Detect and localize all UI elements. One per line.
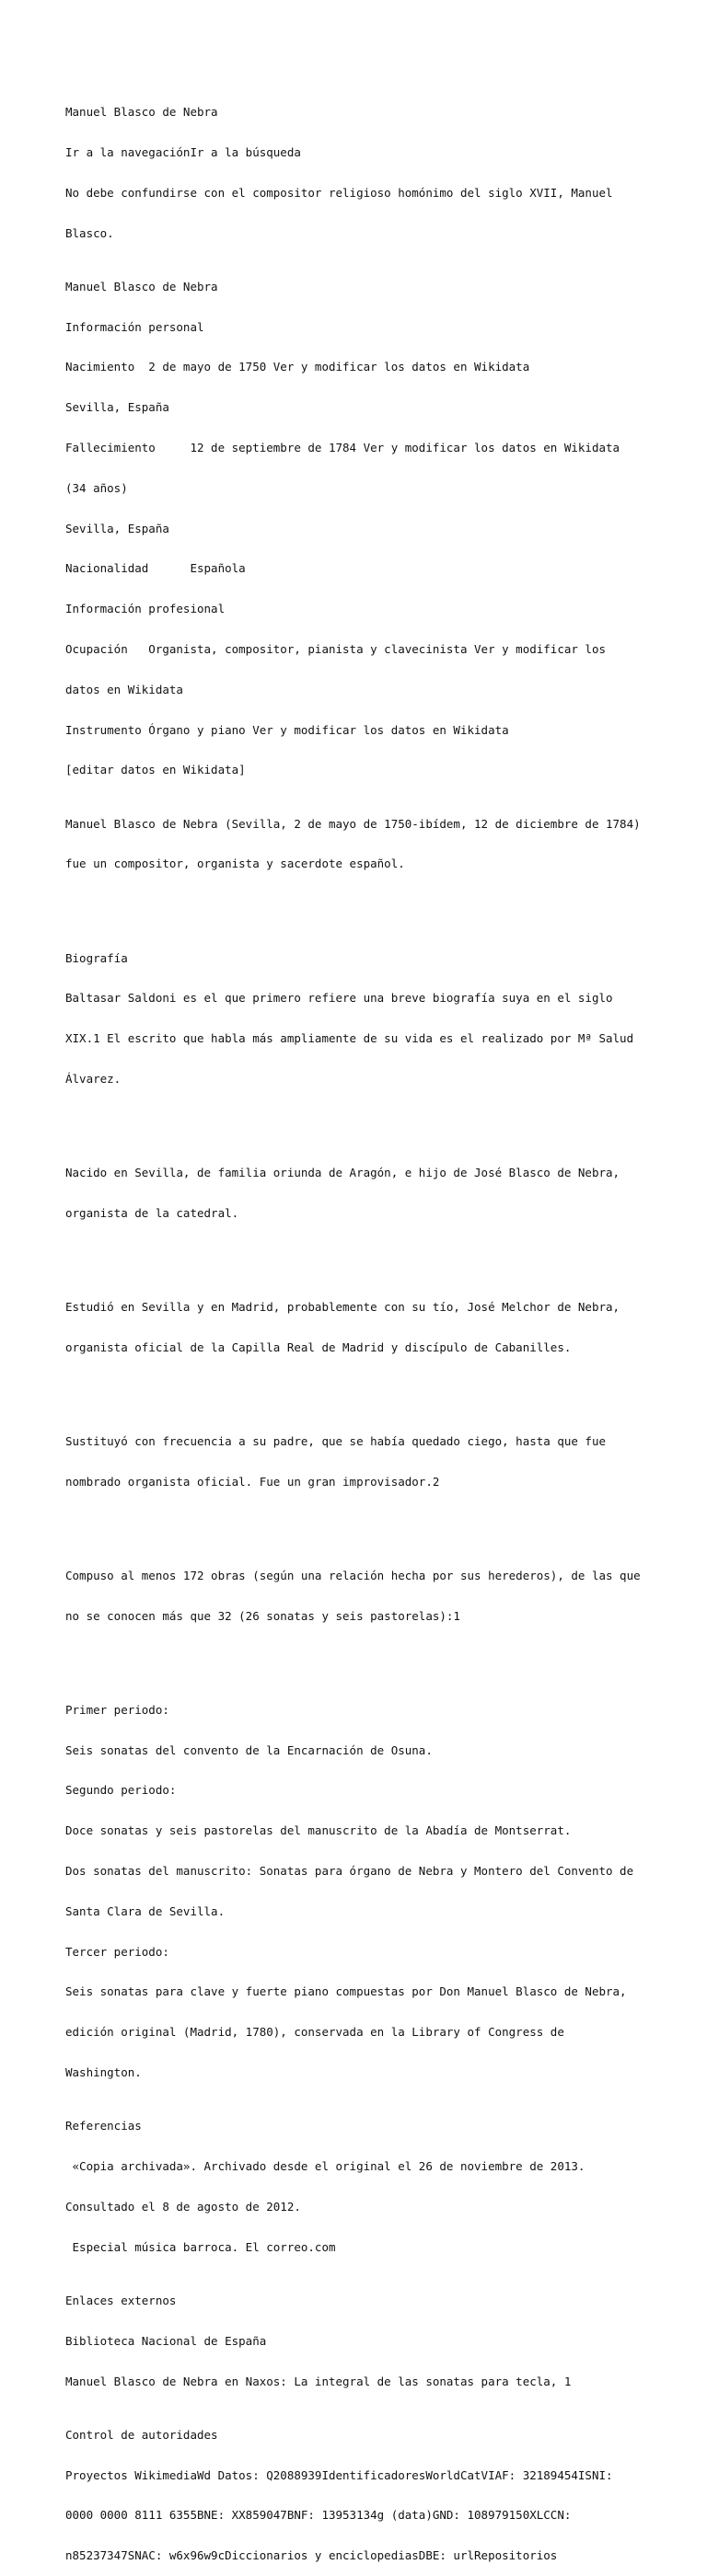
intro-line: Manuel Blasco de Nebra (Sevilla, 2 de mayo de 1750-ibídem, 12 de diciembre de 1784) (65, 816, 641, 831)
biography-line: Nacido en Sevilla, de familia oriunda de Aragón, e hijo de José Blasco de Nebra, (65, 1166, 620, 1180)
works-item: Seis sonatas para clave y fuerte piano compuestas por Don Manuel Blasco de Nebra, (65, 1984, 627, 1999)
reference-item[interactable]: Especial música barroca. El correo.com (65, 2239, 336, 2254)
intro-line: fue un compositor, organista y sacerdote español. (65, 857, 405, 871)
infobox-nationality: Nacionalidad Española (65, 561, 246, 576)
disambiguation-note-line: Blasco. (65, 225, 114, 240)
external-link[interactable]: Biblioteca Nacional de España (65, 2333, 267, 2348)
article-title: Manuel Blasco de Nebra (65, 105, 218, 120)
spacer (65, 898, 655, 912)
biography-line: nombrado organista oficial. Fue un gran improvisador.2 (65, 1474, 440, 1489)
biography-line: Álvarez. (65, 1071, 122, 1086)
authority-control-line[interactable]: 0000 0000 8111 6355BNE: XX859047BNF: 13953134g (data)GND: 108979150XLCCN: (65, 2508, 572, 2523)
edit-wikidata-link[interactable]: [editar datos en Wikidata] (65, 763, 246, 777)
biography-heading: Biografía (65, 950, 128, 965)
infobox-name: Manuel Blasco de Nebra (65, 279, 218, 293)
authority-control-heading: Control de autoridades (65, 2427, 218, 2442)
works-item: Washington. (65, 2064, 142, 2079)
spacer (65, 1248, 655, 1261)
infobox-occupation-cont: datos en Wikidata (65, 682, 183, 696)
infobox-birth: Nacimiento 2 de mayo de 1750 Ver y modificar los datos en Wikidata (65, 360, 530, 374)
works-item: edición original (Madrid, 1780), conservada en la Library of Congress de (65, 2025, 564, 2040)
spacer (65, 1650, 655, 1663)
biography-line: XIX.1 El escrito que habla más ampliamente de su vida es el realizado por Mª Salud (65, 1031, 634, 1046)
works-period-heading: Tercer periodo: (65, 1944, 169, 1959)
biography-line: Baltasar Saldoni es el que primero refiere una breve biografía suya en el siglo (65, 991, 613, 1006)
infobox-birth-place: Sevilla, España (65, 400, 169, 415)
infobox-personal-heading: Información personal (65, 319, 204, 334)
references-heading: Referencias (65, 2119, 142, 2133)
biography-line: Compuso al menos 172 obras (según una relación hecha por sus herederos), de las que (65, 1568, 641, 1582)
external-links-heading: Enlaces externos (65, 2293, 177, 2307)
infobox-professional-heading: Información profesional (65, 602, 226, 616)
works-item: Seis sonatas del convento de la Encarnación de Osuna. (65, 1742, 433, 1757)
infobox-death-place: Sevilla, España (65, 521, 169, 535)
biography-line: no se conocen más que 32 (26 sonatas y seis pastorelas):1 (65, 1608, 460, 1623)
biography-line: organista oficial de la Capilla Real de Madrid y discípulo de Cabanilles. (65, 1340, 572, 1354)
infobox-death: Fallecimiento 12 de septiembre de 1784 Ver y modificar los datos en Wikidata (65, 441, 620, 455)
authority-control-line[interactable]: n85237347SNAC: w6x96w9cDiccionarios y enciclopediasDBE: urlRepositorios (65, 2548, 558, 2563)
infobox-instrument: Instrumento Órgano y piano Ver y modificar los datos en Wikidata (65, 722, 509, 737)
authority-control-line[interactable]: Proyectos WikimediaWd Datos: Q2088939IdentificadoresWorldCatVIAF: 32189454ISNI: (65, 2467, 613, 2482)
article-text (65, 79, 655, 2576)
biography-line: Estudió en Sevilla y en Madrid, probablemente con su tío, José Melchor de Nebra, (65, 1300, 620, 1315)
external-link[interactable]: Manuel Blasco de Nebra en Naxos: La integral de las sonatas para tecla, 1 (65, 2374, 572, 2388)
nav-links[interactable]: Ir a la navegaciónIr a la búsqueda (65, 144, 301, 159)
spacer (65, 1382, 655, 1396)
works-item: Doce sonatas y seis pastorelas del manuscrito de la Abadía de Montserrat. (65, 1823, 572, 1838)
works-period-heading: Segundo periodo: (65, 1783, 177, 1798)
disambiguation-note-line: No debe confundirse con el compositor religioso homónimo del siglo XVII, Manuel (65, 185, 613, 200)
spacer (65, 1113, 655, 1127)
infobox-death-age: (34 años) (65, 480, 128, 495)
biography-line: organista de la catedral. (65, 1205, 239, 1220)
reference-item[interactable]: «Copia archivada». Archivado desde el original el 26 de noviembre de 2013. (65, 2159, 585, 2174)
spacer (65, 1516, 655, 1530)
biography-line: Sustituyó con frecuencia a su padre, que se había quedado ciego, hasta que fue (65, 1433, 606, 1448)
works-period-heading: Primer periodo: (65, 1702, 169, 1717)
works-item: Santa Clara de Sevilla. (65, 1903, 226, 1918)
reference-item: Consultado el 8 de agosto de 2012. (65, 2199, 301, 2214)
infobox-occupation: Ocupación Organista, compositor, pianista y clavecinista Ver y modificar los (65, 641, 606, 656)
works-item: Dos sonatas del manuscrito: Sonatas para órgano de Nebra y Montero del Convento de (65, 1863, 634, 1878)
